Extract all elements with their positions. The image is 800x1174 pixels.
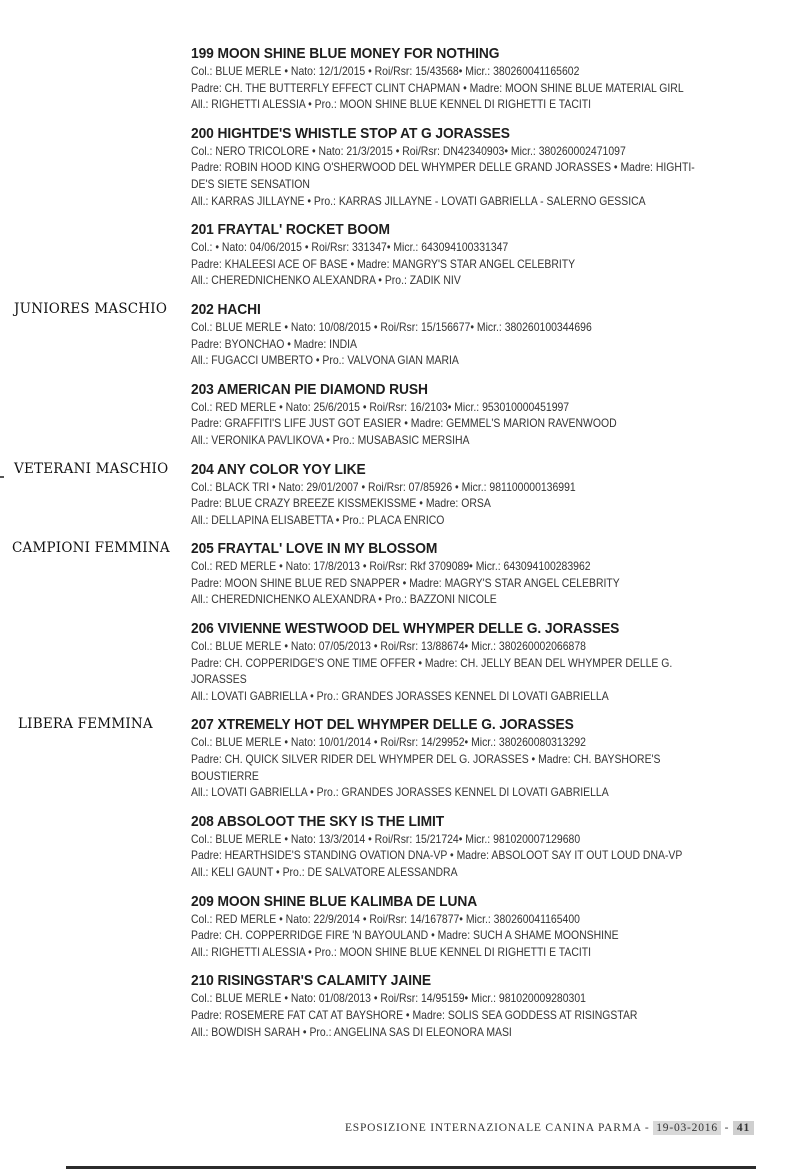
entry-detail-line: Padre: GRAFFITI'S LIFE JUST GOT EASIER • Madre: GEMMEL'S MARION RAVENWOOD: [191, 417, 617, 431]
entry-detail-line: Col.: BLUE MERLE • Nato: 01/08/2013 • Roi/Rsr: 14/95159• Micr.: 981020009280301: [191, 992, 586, 1006]
entry-title: 206 VIVIENNE WESTWOOD DEL WHYMPER DELLE G. JORASSES: [191, 620, 620, 638]
entry-detail-line: Col.: RED MERLE • Nato: 25/6/2015 • Roi/Rsr: 16/2103• Micr.: 953010000451997: [191, 400, 570, 414]
entry-detail-line: All.: CHEREDNICHENKO ALEXANDRA • Pro.: ZADIK NIV: [191, 274, 461, 288]
entry-title: 205 FRAYTAL' LOVE IN MY BLOSSOM: [191, 540, 438, 558]
entry-detail-line: Padre: CH. COPPERIDGE'S ONE TIME OFFER • Madre: CH. JELLY BEAN DEL WHYMPER DELLE G.: [191, 656, 673, 670]
entry-detail-line: All.: DELLAPINA ELISABETTA • Pro.: PLACA ENRICO: [191, 513, 445, 527]
entry-title: 203 AMERICAN PIE DIAMOND RUSH: [191, 380, 428, 398]
entry: [191, 380, 751, 450]
entry-detail-line: Col.: BLUE MERLE • Nato: 13/3/2014 • Roi/Rsr: 15/21724• Micr.: 981020007129680: [191, 832, 581, 846]
entry-detail-line: All.: LOVATI GABRIELLA • Pro.: GRANDES JORASSES KENNEL DI LOVATI GABRIELLA: [191, 786, 609, 800]
entry-title: 199 MOON SHINE BLUE MONEY FOR NOTHING: [191, 45, 500, 62]
entry-title: 201 FRAYTAL' ROCKET BOOM: [191, 221, 390, 239]
entry-title: 208 ABSOLOOT THE SKY IS THE LIMIT: [191, 812, 445, 830]
entry-detail-line: BOUSTIERRE: [191, 769, 259, 783]
entry-detail-line: All.: RIGHETTI ALESSIA • Pro.: MOON SHINE BLUE KENNEL DI RIGHETTI E TACITI: [191, 945, 592, 959]
entry-detail-line: Padre: KHALEESI ACE OF BASE • Madre: MANGRY'S STAR ANGEL CELEBRITY: [191, 257, 576, 271]
footer-date: 19-03-2016: [653, 1121, 721, 1135]
entry-detail-line: All.: CHEREDNICHENKO ALEXANDRA • Pro.: BAZZONI NICOLE: [191, 593, 497, 607]
entry-detail-line: Padre: BYONCHAO • Madre: INDIA: [191, 337, 358, 351]
entry: [191, 971, 751, 1041]
bottom-rule: [66, 1166, 756, 1169]
entry-detail-line: JORASSES: [191, 673, 247, 687]
entry-detail-line: Padre: BLUE CRAZY BREEZE KISSMEKISSME • Madre: ORSA: [191, 497, 491, 511]
entry: [191, 460, 751, 530]
page-number: 41: [733, 1121, 754, 1135]
entry-detail-line: Col.: BLACK TRI • Nato: 29/01/2007 • Roi/Rsr: 07/85926 • Micr.: 981100000136991: [191, 480, 576, 494]
category-label: VETERANI MASCHIO: [14, 461, 169, 477]
entry: [191, 539, 751, 609]
entry-detail-line: All.: KELI GAUNT • Pro.: DE SALVATORE ALESSANDRA: [191, 866, 458, 879]
entry-detail-line: Col.: BLUE MERLE • Nato: 12/1/2015 • Roi/Rsr: 15/43568• Micr.: 380260041165602: [191, 65, 580, 78]
entry: [191, 220, 751, 290]
entry-detail-line: All.: VERONIKA PAVLIKOVA • Pro.: MUSABASIC MERSIHA: [191, 433, 470, 447]
entry-detail-line: Col.: BLUE MERLE • Nato: 07/05/2013 • Roi/Rsr: 13/88674• Micr.: 380260002066878: [191, 640, 586, 654]
entry: [191, 715, 751, 801]
entry-detail-line: Padre: HEARTHSIDE'S STANDING OVATION DNA-VP • Madre: ABSOLOOT SAY IT OUT LOUD DNA-VP: [191, 849, 683, 863]
footer-title: ESPOSIZIONE INTERNAZIONALE CANINA PARMA: [344, 1122, 642, 1134]
entry-detail-line: Col.: BLUE MERLE • Nato: 10/08/2015 • Roi/Rsr: 15/156677• Micr.: 380260100344696: [191, 320, 592, 334]
entry-detail-line: Padre: CH. QUICK SILVER RIDER DEL WHYMPER DEL G. JORASSES • Madre: CH. BAYSHORE'S: [191, 753, 661, 767]
category-label: CAMPIONI FEMMINA: [12, 540, 170, 556]
entry-detail-line: Padre: MOON SHINE BLUE RED SNAPPER • Madre: MAGRY'S STAR ANGEL CELEBRITY: [191, 576, 620, 590]
entry-title: 202 HACHI: [191, 300, 261, 318]
entry-detail-line: Padre: ROBIN HOOD KING O'SHERWOOD DEL WHYMPER DELLE GRAND JORASSES • Madre: HIGHTI-: [191, 161, 695, 175]
entry-detail-line: All.: FUGACCI UMBERTO • Pro.: VALVONA GIAN MARIA: [191, 354, 459, 368]
entry-detail-line: DE'S SIETE SENSATION: [191, 177, 310, 191]
entry-detail-line: All.: BOWDISH SARAH • Pro.: ANGELINA SAS DI ELEONORA MASI: [191, 1025, 512, 1039]
entry-detail-line: Col.: BLUE MERLE • Nato: 10/01/2014 • Roi/Rsr: 14/29952• Micr.: 380260080313292: [191, 736, 586, 750]
entry-detail-line: Col.: • Nato: 04/06/2015 • Roi/Rsr: 331347• Micr.: 643094100331347: [191, 241, 509, 255]
entry-detail-line: Col.: NERO TRICOLORE • Nato: 21/3/2015 • Roi/Rsr: DN42340903• Micr.: 380260002471097: [191, 144, 626, 158]
entry-detail-line: Padre: CH. COPPERRIDGE FIRE 'N BAYOULAND • Madre: SUCH A SHAME MOONSHINE: [191, 929, 619, 943]
entry-detail-line: Col.: RED MERLE • Nato: 17/8/2013 • Roi/Rsr: Rkf 3709089• Micr.: 643094100283962: [191, 560, 591, 574]
page-footer: ESPOSIZIONE INTERNAZIONALE CANINA PARMA - 19-03-2016 - 41: [345, 1122, 754, 1134]
entry-detail-line: All.: KARRAS JILLAYNE • Pro.: KARRAS JILLAYNE - LOVATI GABRIELLA - SALERNO GESSICA: [191, 194, 646, 208]
entry-detail-line: Padre: CH. THE BUTTERFLY EFFECT CLINT CHAPMAN • Madre: MOON SHINE BLUE MATERIAL GIRL: [191, 81, 684, 95]
entry: [191, 300, 751, 370]
category-label: LIBERA FEMMINA: [18, 716, 153, 732]
scan-mark: [0, 476, 4, 478]
entry-detail-line: All.: LOVATI GABRIELLA • Pro.: GRANDES JORASSES KENNEL DI LOVATI GABRIELLA: [191, 689, 609, 703]
entry-title: 209 MOON SHINE BLUE KALIMBA DE LUNA: [191, 892, 478, 910]
entry-detail-line: All.: RIGHETTI ALESSIA • Pro.: MOON SHINE BLUE KENNEL DI RIGHETTI E TACITI: [191, 98, 592, 112]
entry-title: 200 HIGHTDE'S WHISTLE STOP AT G JORASSES: [191, 124, 510, 142]
entry-title: 204 ANY COLOR YOY LIKE: [191, 460, 366, 478]
entry-title: 210 RISINGSTAR'S CALAMITY JAINE: [191, 972, 431, 990]
entry: [191, 124, 751, 210]
entry: [191, 619, 751, 705]
entry: [191, 892, 751, 962]
entry-list: [191, 44, 751, 1051]
entry-detail-line: Padre: ROSEMERE FAT CAT AT BAYSHORE • Madre: SOLIS SEA GODDESS AT RISINGSTAR: [191, 1008, 638, 1022]
entry: [191, 44, 751, 114]
entry-title: 207 XTREMELY HOT DEL WHYMPER DELLE G. JORASSES: [191, 716, 574, 734]
entry-detail-line: Col.: RED MERLE • Nato: 22/9/2014 • Roi/Rsr: 14/167877• Micr.: 380260041165400: [191, 912, 580, 926]
category-label: JUNIORES MASCHIO: [14, 301, 168, 317]
entry: [191, 812, 751, 882]
